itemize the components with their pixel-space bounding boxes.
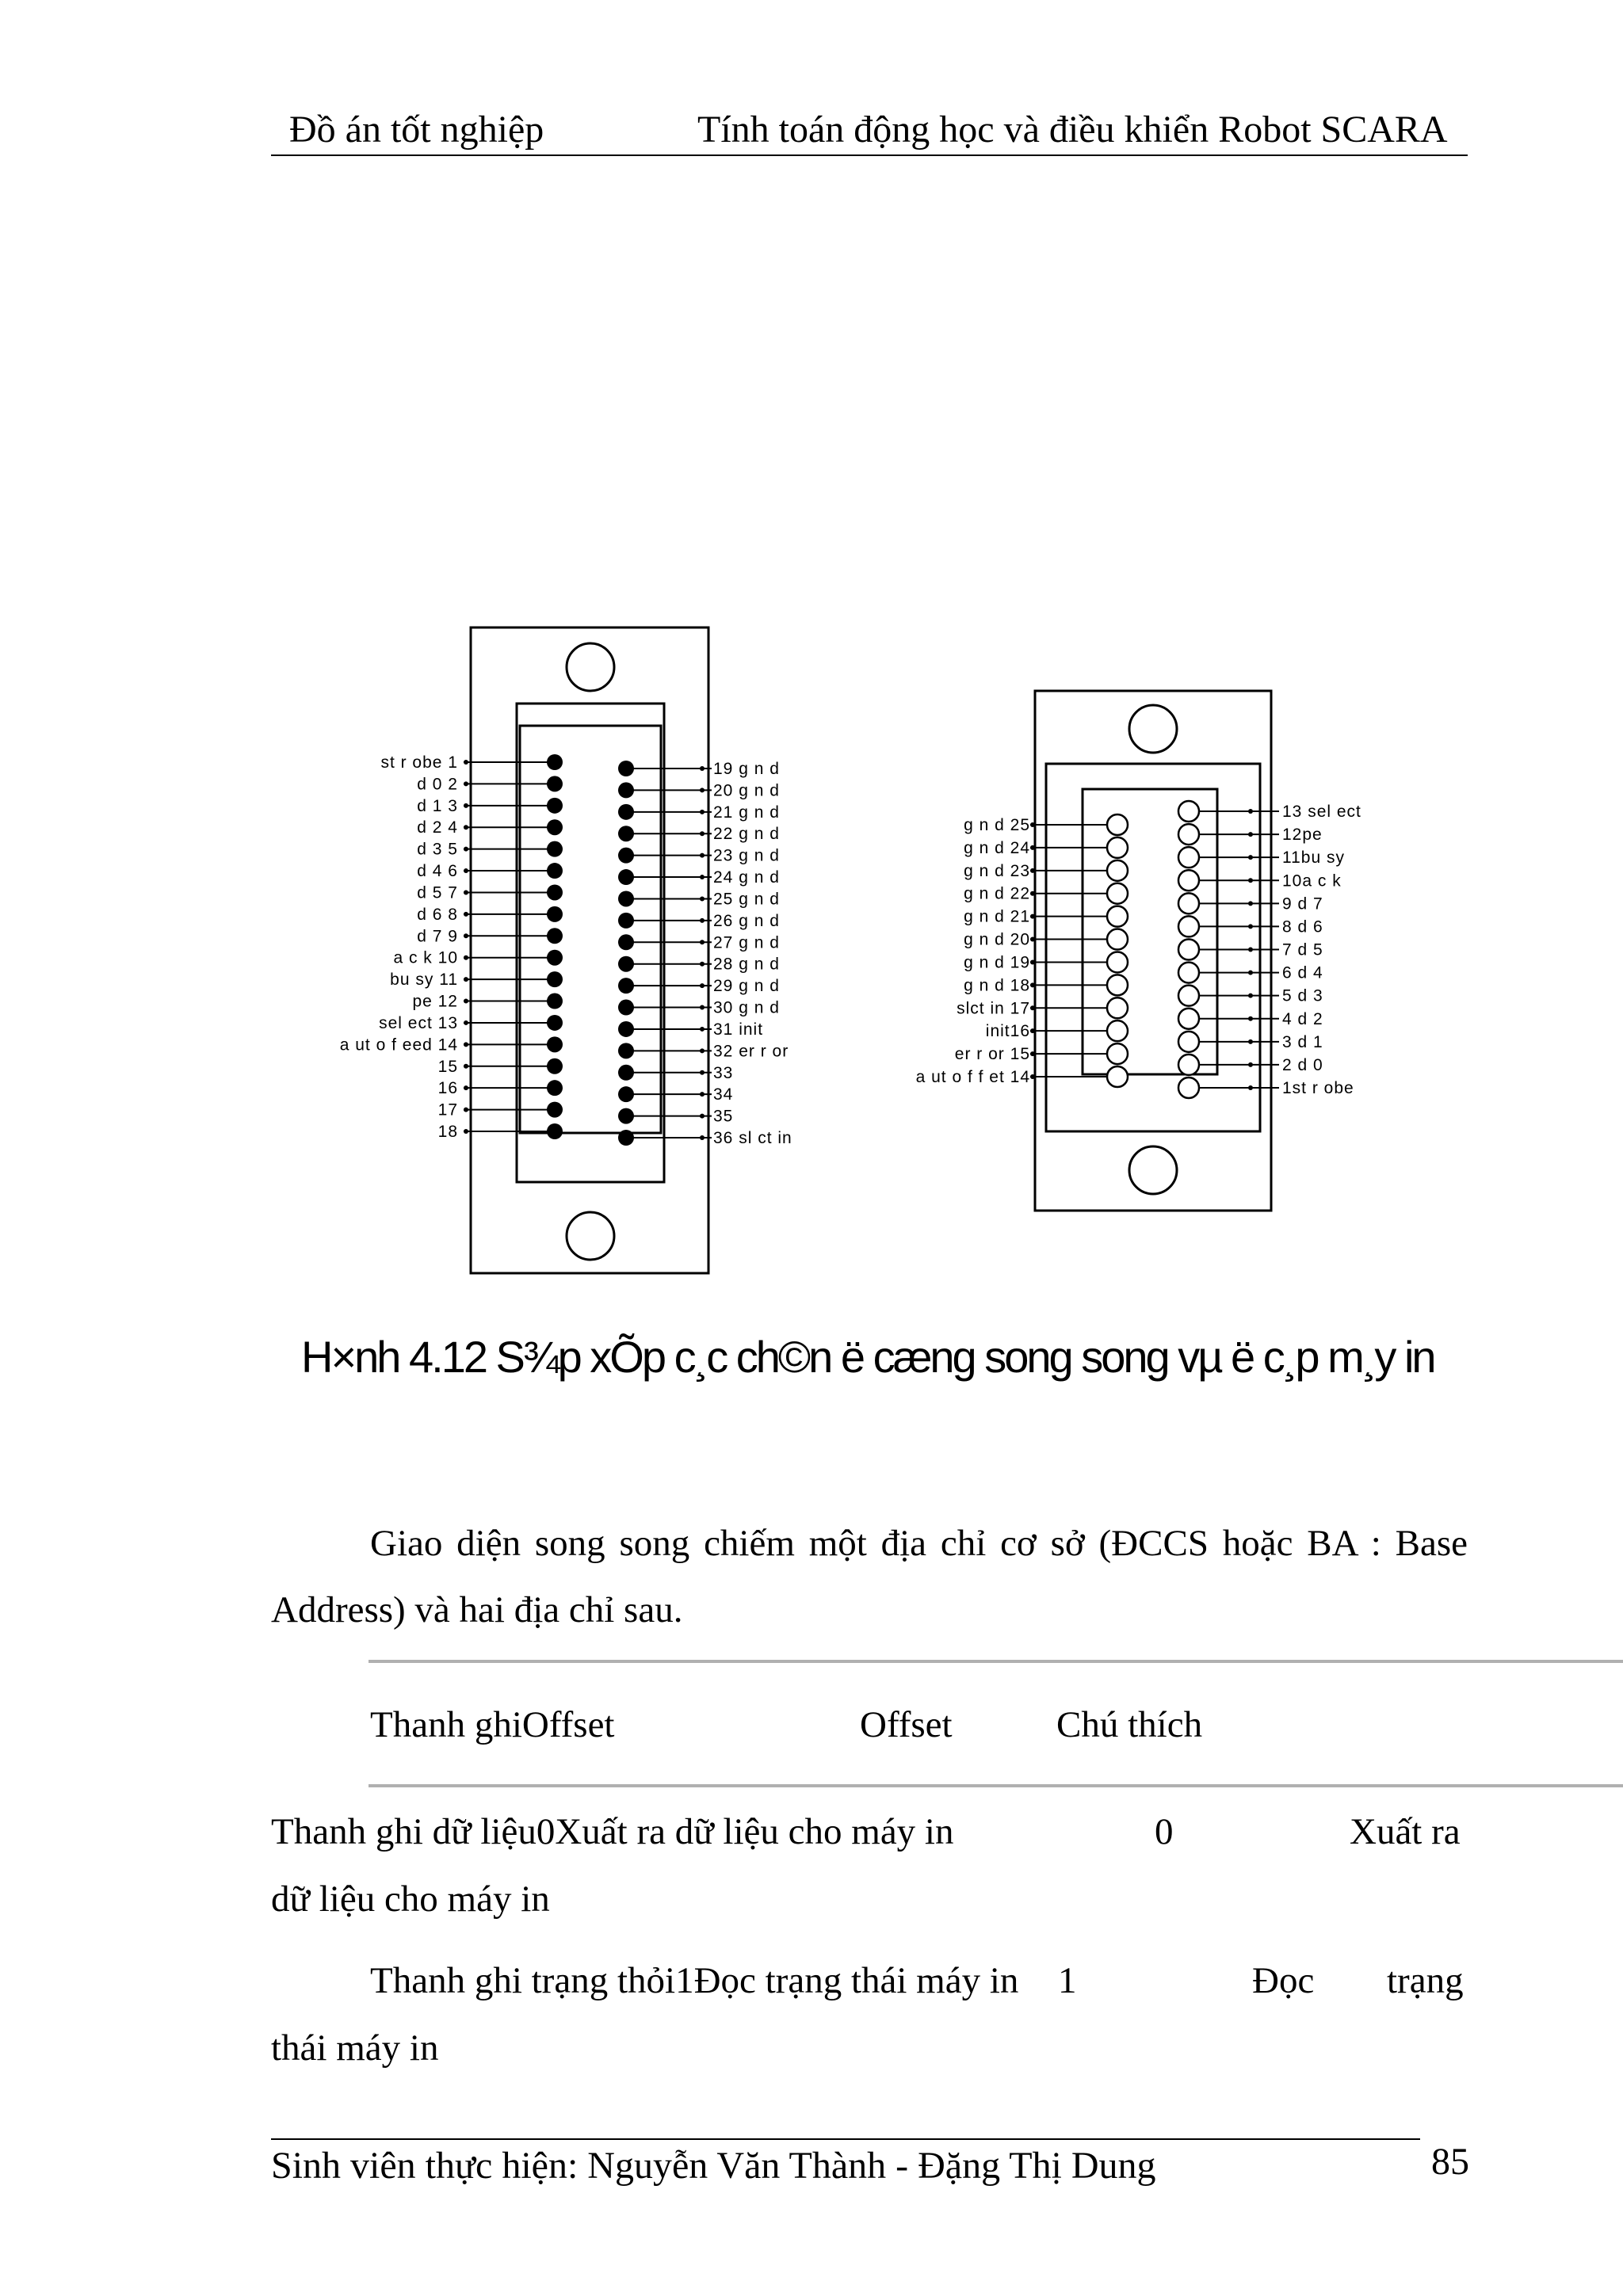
left-connector-pin-label: 17	[437, 1100, 458, 1119]
left-connector-pin	[547, 863, 563, 879]
left-connector-pin	[618, 869, 634, 885]
right-connector-terminal	[1030, 959, 1035, 964]
left-connector-pin-label: d 6 8	[417, 905, 458, 924]
right-connector-pin	[1178, 963, 1199, 983]
right-connector-pin	[1107, 883, 1128, 904]
right-connector-terminal	[1248, 948, 1253, 952]
left-connector-pin	[618, 913, 634, 929]
right-connector-pin	[1107, 929, 1128, 950]
left-connector-pin	[547, 1080, 563, 1096]
right-connector-terminal	[1030, 1051, 1035, 1056]
left-connector-terminal	[464, 955, 468, 960]
right-connector-pin	[1178, 1032, 1199, 1052]
left-connector-terminal	[700, 1070, 705, 1075]
left-connector-pin-label: d 3 5	[417, 840, 458, 859]
right-connector-terminal	[1030, 1028, 1035, 1033]
right-connector-terminal	[1248, 878, 1253, 883]
left-connector-pin-label: 20 g n d	[713, 781, 780, 800]
left-connector-pin-label: d 5 7	[417, 883, 458, 902]
right-connector-pin-label: init16	[985, 1022, 1030, 1041]
right-connector-terminal	[1030, 845, 1035, 850]
left-connector-terminal	[700, 766, 705, 771]
left-connector-pin-label: 27 g n d	[713, 933, 780, 952]
left-connector-pin-label: 26 g n d	[713, 911, 780, 930]
right-connector-pin-label: 13 sel ect	[1282, 803, 1361, 821]
footer-author: Sinh viên thực hiện: Nguyễn Văn Thành - Đặng Thị Dung	[271, 2145, 1156, 2187]
right-connector-pin-label: 9 d 7	[1282, 894, 1323, 913]
body-paragraph: Giao diện song song chiếm một địa chỉ cơ sở (ĐCCS hoặc BA : Base Address) và hai địa chỉ sau.	[271, 1523, 1468, 1630]
left-connector-terminal	[464, 1020, 468, 1025]
right-connector-terminal	[1248, 832, 1253, 837]
left-connector-pin	[547, 971, 563, 987]
figure-caption: H×nh 4.12 S¾p xÕp c¸c ch©n ë cæng song song vµ ë c¸p m¸y in	[301, 1332, 1434, 1382]
right-connector-pin	[1178, 940, 1199, 960]
table-row-1-offset: 0	[1155, 1811, 1174, 1852]
left-connector-terminal	[700, 810, 705, 814]
left-connector-pin-label: d 7 9	[417, 927, 458, 946]
header-right-title: Tính toán động học và điều khiển Robot SCARA	[697, 109, 1448, 151]
left-connector-terminal	[464, 803, 468, 808]
left-connector-pin-label: pe 12	[412, 992, 458, 1011]
left-mount-hole-bottom	[567, 1212, 614, 1260]
right-connector-pin-label: g n d 22	[964, 884, 1030, 903]
right-connector-pin	[1178, 1077, 1199, 1098]
table-row-2-register: Thanh ghi trạng thỏi1Đọc trạng thái máy in	[370, 1960, 1019, 2001]
left-connector-pin	[618, 1108, 634, 1124]
left-connector-pin-label: 21 g n d	[713, 803, 780, 822]
left-connector-terminal	[464, 781, 468, 786]
left-connector-pin	[618, 1043, 634, 1058]
right-connector-pin	[1107, 906, 1128, 927]
left-connector-terminal	[700, 962, 705, 967]
left-connector-pin-label: d 4 6	[417, 862, 458, 881]
left-connector-terminal	[700, 1135, 705, 1140]
right-connector-pin-label: 4 d 2	[1282, 1009, 1323, 1028]
right-connector-pin	[1107, 1020, 1128, 1041]
left-connector-pin	[618, 826, 634, 841]
left-connector-pin	[547, 1123, 563, 1139]
left-connector-terminal	[464, 912, 468, 917]
left-connector-pin-label: 31 init	[713, 1020, 764, 1039]
left-connector-pins	[340, 753, 792, 1147]
table-row-1-continuation: dữ liệu cho máy in	[271, 1878, 550, 1920]
left-connector-pin	[618, 956, 634, 972]
right-connector-pin-label: slct in 17	[957, 999, 1030, 1018]
right-connector-pin-label: 12pe	[1282, 826, 1323, 845]
left-connector-terminal	[464, 977, 468, 982]
left-connector-pin-label: d 0 2	[417, 775, 458, 794]
left-connector-terminal	[464, 1108, 468, 1112]
left-connector-terminal	[464, 1042, 468, 1047]
table-header-rule	[369, 1784, 1623, 1787]
right-connector-pin	[1178, 847, 1199, 868]
left-connector-pin-label: 34	[713, 1085, 734, 1104]
table-header-register: Thanh ghiOffset	[370, 1704, 615, 1745]
left-connector-terminal	[464, 825, 468, 830]
right-connector-pin-label: g n d 24	[964, 838, 1030, 857]
left-mount-hole-top	[567, 643, 614, 691]
left-connector-pin-label: 19 g n d	[713, 760, 780, 778]
left-connector-terminal	[700, 918, 705, 923]
right-connector-terminal	[1248, 971, 1253, 975]
table-header-offset: Offset	[860, 1704, 953, 1745]
left-connector-pin	[547, 906, 563, 922]
left-connector-terminal	[464, 760, 468, 765]
table-row-1-note: Xuất ra	[1350, 1811, 1461, 1852]
left-connector-pin	[618, 1086, 634, 1102]
right-connector-terminal	[1248, 855, 1253, 860]
right-connector-terminal	[1248, 901, 1253, 906]
right-connector-pin	[1178, 893, 1199, 913]
right-connector-pin-label: 10a c k	[1282, 871, 1342, 891]
right-connector-pin-label: g n d 19	[964, 953, 1030, 972]
header-left-title: Đồ án tốt nghiệp	[289, 109, 544, 151]
right-connector-terminal	[1248, 1062, 1253, 1067]
right-connector-pin	[1107, 952, 1128, 972]
right-connector-pin	[1178, 1009, 1199, 1029]
left-connector-pin	[547, 994, 563, 1009]
left-connector-pin-label: d 1 3	[417, 796, 458, 815]
left-connector-terminal	[700, 831, 705, 836]
left-connector-pin-label: 25 g n d	[713, 890, 780, 909]
right-connector-pin	[1107, 1043, 1128, 1064]
table-top-rule	[369, 1660, 1623, 1663]
left-connector-pin	[547, 819, 563, 835]
right-connector-pin-label: 2 d 0	[1282, 1055, 1323, 1074]
left-connector-pin	[618, 1065, 634, 1081]
left-connector-pin	[618, 1021, 634, 1037]
left-connector-pin-label: d 2 4	[417, 818, 458, 837]
right-connector-terminal	[1030, 822, 1035, 827]
page-number: 85	[1431, 2141, 1469, 2183]
left-connector-terminal	[700, 1005, 705, 1010]
left-connector-pin	[547, 884, 563, 900]
left-connector-terminal	[464, 847, 468, 852]
right-connector-terminal	[1030, 982, 1035, 987]
left-connector-pin	[547, 928, 563, 944]
table-row-2-offset: 1	[1058, 1960, 1077, 2001]
right-connector-terminal	[1248, 924, 1253, 929]
right-connector-terminal	[1030, 891, 1035, 896]
left-connector-pin	[547, 776, 563, 791]
left-connector-pin-label: 36 sl ct in	[713, 1129, 792, 1147]
left-connector-pin	[547, 1036, 563, 1052]
left-connector-pin	[547, 798, 563, 814]
right-connector-pin-label: g n d 23	[964, 861, 1030, 880]
right-connector-terminal	[1030, 914, 1035, 919]
right-connector-pin-label: g n d 20	[964, 930, 1030, 949]
left-connector-terminal	[700, 875, 705, 879]
right-connector-pin	[1107, 1066, 1128, 1087]
left-connector-pin-label: a c k 10	[393, 948, 458, 967]
right-connector-pin-label: g n d 18	[964, 976, 1030, 995]
left-connector-pin-label: a ut o f eed 14	[339, 1035, 458, 1055]
left-connector-pin	[618, 848, 634, 864]
right-connector-terminal	[1248, 1039, 1253, 1044]
left-connector-pin-label: 24 g n d	[713, 868, 780, 887]
left-connector-pin	[618, 1130, 634, 1146]
left-connector-terminal	[700, 788, 705, 792]
left-connector-pin-label: 22 g n d	[713, 825, 780, 844]
table-row-1-register: Thanh ghi dữ liệu0Xuất ra dữ liệu cho máy in	[271, 1811, 954, 1852]
right-connector-pin-label: 3 d 1	[1282, 1032, 1323, 1051]
right-connector-pin	[1178, 824, 1199, 845]
right-connector-pin-label: g n d 25	[964, 816, 1030, 834]
left-connector-pin-label: 15	[437, 1057, 458, 1076]
right-connector-terminal	[1248, 1016, 1253, 1021]
left-connector-pin	[618, 978, 634, 994]
left-connector-pin	[618, 782, 634, 798]
right-mount-hole-top	[1129, 705, 1177, 753]
left-connector-pin-label: 33	[713, 1063, 734, 1082]
right-connector-terminal	[1030, 868, 1035, 873]
left-connector-pin-label: sel ect 13	[379, 1013, 458, 1032]
right-connector-pin	[1107, 974, 1128, 995]
left-connector-pin	[547, 754, 563, 770]
footer-rule	[271, 2138, 1420, 2140]
left-connector-pin	[618, 804, 634, 820]
left-connector-pin	[618, 934, 634, 950]
right-connector-terminal	[1030, 937, 1035, 942]
left-connector-pin	[618, 891, 634, 906]
left-connector-pin	[618, 761, 634, 776]
left-connector-pin-label: 18	[437, 1123, 458, 1141]
left-connector-terminal	[464, 933, 468, 938]
right-connector-pin	[1178, 870, 1199, 891]
left-connector-frame	[471, 627, 708, 1273]
left-connector-pin	[547, 1015, 563, 1031]
left-connector-terminal	[700, 1048, 705, 1053]
left-connector-terminal	[700, 896, 705, 901]
right-connector-pin-label: 8 d 6	[1282, 917, 1323, 936]
left-connector-pin-label: 35	[713, 1107, 734, 1126]
left-connector-terminal	[464, 890, 468, 894]
right-connector-pin	[1178, 986, 1199, 1006]
right-connector-pin-label: 1st r obe	[1282, 1079, 1354, 1097]
left-connector-pin-label: 30 g n d	[713, 998, 780, 1017]
left-connector-pin-label: bu sy 11	[390, 971, 458, 990]
left-connector-terminal	[700, 1092, 705, 1097]
right-connector-pin-label: g n d 21	[964, 907, 1030, 926]
table-row-2-note-a: Đọc	[1252, 1960, 1315, 2001]
left-connector-pin	[547, 1102, 563, 1118]
right-connector-pins	[916, 801, 1361, 1098]
left-connector-terminal	[700, 940, 705, 944]
left-connector-pin-label: 29 g n d	[713, 977, 780, 996]
left-connector-pin	[618, 1000, 634, 1016]
right-connector-terminal	[1248, 809, 1253, 814]
table-row-2-continuation: thái máy in	[271, 2027, 439, 2069]
left-connector-pin	[547, 1058, 563, 1074]
left-connector-terminal	[464, 868, 468, 873]
right-connector-pin	[1107, 997, 1128, 1018]
left-connector-pin-label: 23 g n d	[713, 846, 780, 865]
left-connector-terminal	[700, 1114, 705, 1119]
left-connector-terminal	[700, 1027, 705, 1032]
right-mount-hole-bottom	[1129, 1146, 1177, 1194]
table-row-2-note-b: trạng	[1387, 1960, 1464, 2001]
left-connector-terminal	[464, 1064, 468, 1069]
right-connector-pin-label: a ut o f f et 14	[915, 1068, 1030, 1086]
left-connector-terminal	[700, 983, 705, 988]
right-connector-terminal	[1030, 1074, 1035, 1079]
right-connector-pin	[1107, 860, 1128, 881]
right-connector-pin-label: er r or 15	[954, 1045, 1030, 1064]
left-connector-pin-label: st r obe 1	[380, 753, 458, 772]
left-connector-terminal	[464, 999, 468, 1004]
left-connector-pin-label: 16	[437, 1079, 458, 1098]
left-connector-pin	[547, 841, 563, 857]
left-connector-terminal	[700, 853, 705, 858]
table-header-note: Chú thích	[1056, 1704, 1203, 1745]
right-connector-pin	[1178, 1055, 1199, 1075]
left-connector-terminal	[464, 1085, 468, 1090]
left-connector-pin-label: 28 g n d	[713, 955, 780, 974]
right-connector-pin	[1178, 916, 1199, 936]
left-connector-pin-label: 32 er r or	[713, 1042, 789, 1061]
right-connector-terminal	[1248, 1085, 1253, 1090]
left-connector-pin	[547, 950, 563, 966]
right-connector-pin	[1107, 814, 1128, 835]
right-connector-terminal	[1248, 994, 1253, 998]
right-connector-frame	[1035, 691, 1271, 1211]
right-connector-pin	[1107, 837, 1128, 858]
right-connector-pin-label: 11bu sy	[1282, 849, 1345, 868]
left-connector-terminal	[464, 1129, 468, 1134]
right-connector-terminal	[1030, 1005, 1035, 1010]
right-connector-pin-label: 6 d 4	[1282, 963, 1323, 982]
right-connector-pin-label: 7 d 5	[1282, 940, 1323, 959]
right-connector-pin	[1178, 801, 1199, 822]
right-connector-pin-label: 5 d 3	[1282, 986, 1323, 1005]
